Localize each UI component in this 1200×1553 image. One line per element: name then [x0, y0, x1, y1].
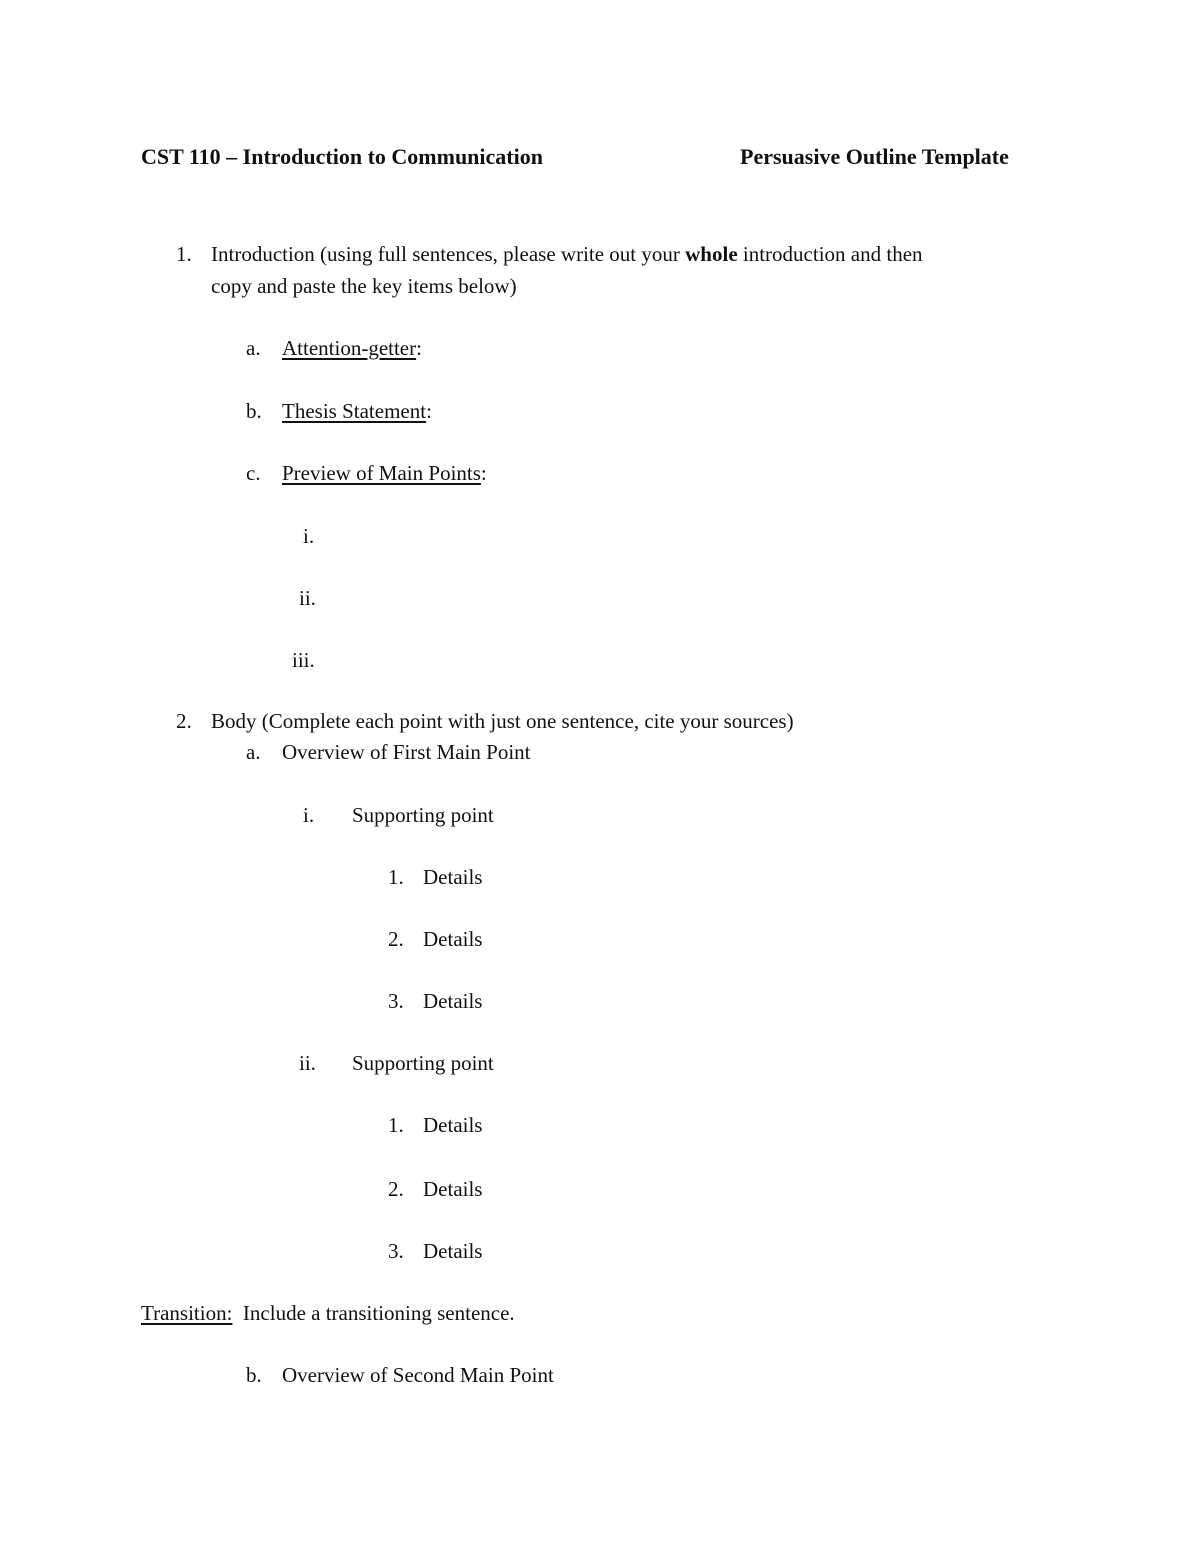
thesis-statement-item [282, 401, 432, 422]
detail-item: Details [423, 865, 483, 889]
detail-item: Details [423, 1177, 483, 1201]
second-main-point: Overview of Second Main Point [282, 1363, 554, 1387]
detail-marker: 2. [388, 927, 404, 951]
intro-item-marker: c. [246, 461, 261, 485]
preview-marker-ii: ii. [299, 586, 316, 610]
detail-marker: 2. [388, 1177, 404, 1201]
detail-marker: 3. [388, 989, 404, 1013]
transition-label: Transition: [141, 1301, 233, 1325]
supporting-marker: ii. [299, 1051, 316, 1075]
detail-item: Details [423, 1113, 483, 1137]
detail-item: Details [423, 927, 483, 951]
detail-marker: 1. [388, 1113, 404, 1137]
second-main-marker: b. [246, 1363, 262, 1387]
first-main-point: Overview of First Main Point [282, 740, 531, 764]
first-main-marker: a. [246, 740, 261, 764]
thesis-statement-label: Thesis Statement [282, 399, 427, 423]
intro-line-2: copy and paste the key items below) [211, 274, 517, 298]
preview-marker-iii: iii. [292, 648, 315, 672]
transition-text: Include a transitioning sentence. [242, 1301, 515, 1325]
preview-marker-i: i. [303, 524, 315, 548]
supporting-point: Supporting point [352, 1051, 494, 1075]
preview-main-points-item [282, 463, 487, 484]
intro-item-marker: b. [246, 399, 262, 423]
item-suffix: : [426, 399, 432, 423]
supporting-point: Supporting point [352, 803, 494, 827]
intro-line-1-post: introduction and then [737, 242, 923, 266]
intro-line-1 [211, 244, 923, 265]
intro-number: 1. [176, 242, 192, 266]
template-title: Persuasive Outline Template [740, 144, 1009, 169]
detail-marker: 3. [388, 1239, 404, 1263]
attention-getter-label: Attention-getter [282, 336, 417, 360]
intro-item-marker: a. [246, 336, 261, 360]
item-suffix: : [480, 461, 487, 485]
course-title: CST 110 – Introduction to Communication [141, 144, 543, 169]
detail-item: Details [423, 1239, 483, 1263]
detail-marker: 1. [388, 865, 404, 889]
body-heading: Body (Complete each point with just one sentence, cite your sources) [211, 709, 794, 733]
intro-line-1-pre: Introduction (using full sentences, please write out your [211, 242, 686, 266]
detail-item: Details [423, 989, 483, 1013]
preview-main-points-label: Preview of Main Points [282, 461, 481, 485]
item-suffix: : [416, 336, 422, 360]
attention-getter-item [282, 338, 422, 359]
transition-line [141, 1303, 515, 1324]
intro-line-1-bold: whole [685, 242, 738, 266]
body-number: 2. [176, 709, 192, 733]
supporting-marker: i. [303, 803, 315, 827]
